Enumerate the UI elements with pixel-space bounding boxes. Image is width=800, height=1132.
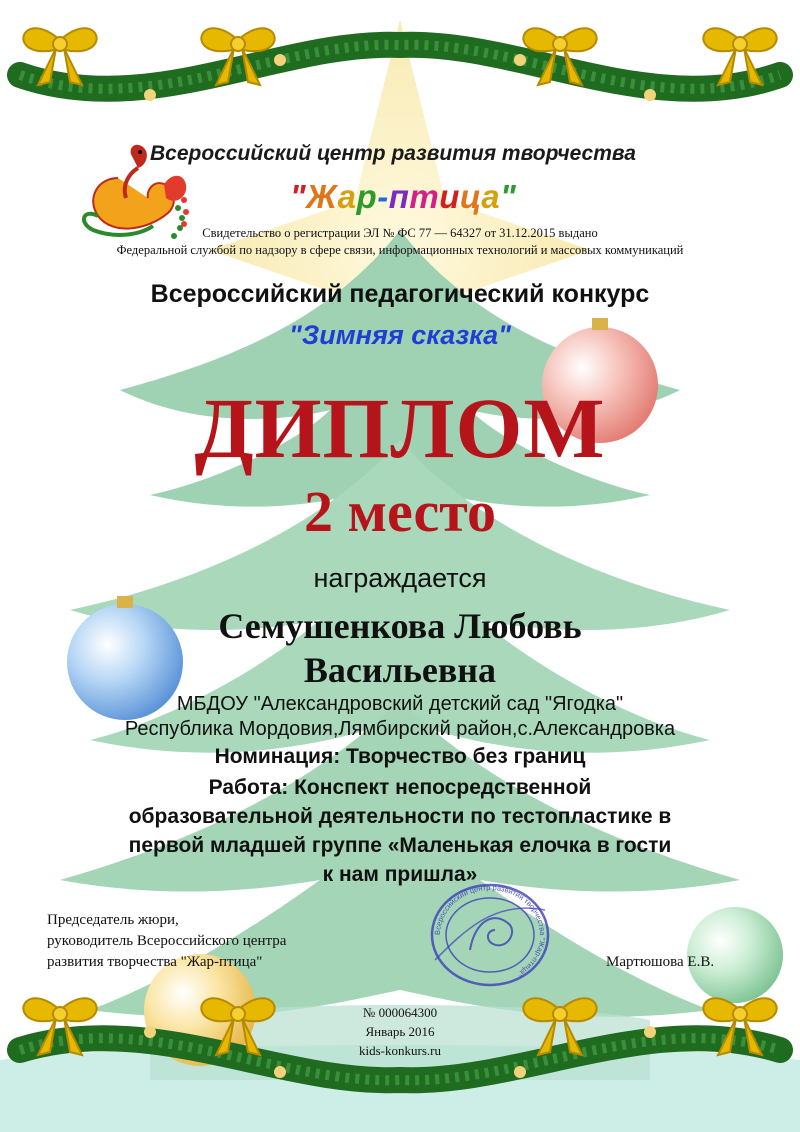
work-line-2: образовательной деятельности по тестопластике в	[128, 805, 672, 828]
work-line-1: Работа: Конспект непосредственной	[208, 776, 592, 799]
recipient-name	[0, 604, 800, 692]
jury-chair	[47, 910, 286, 973]
jury-chair-line-1: Председатель жюри,	[47, 912, 179, 928]
organization-brand-text: "Жар-птица"	[290, 178, 517, 215]
diploma-date: Январь 2016	[365, 1024, 435, 1039]
organization-name: Всероссийский центр развития творчества	[150, 142, 636, 165]
diploma-title: ДИПЛОМ	[194, 380, 606, 476]
stamp-text: Всероссийский центр развития творчества "Жар-птица"	[432, 882, 548, 979]
work-line-4: к нам пришла»	[322, 863, 478, 886]
registration-line-1: Свидетельство о регистрации ЭЛ № ФС 77 — 64327 от 31.12.2015 выдано	[202, 226, 598, 240]
work-line-3: первой младшей группе «Маленькая елочка в гости	[128, 834, 672, 857]
contest-title: Всероссийский педагогический конкурс	[150, 280, 650, 308]
registration-line-2: Федеральной службой по надзору в сфере связи, информационных технологий и массовых коммуникаций	[116, 243, 684, 257]
round-seal-stamp-icon	[425, 880, 555, 990]
signer-name: Мартюшова Е.В.	[606, 954, 715, 970]
jury-chair-line-3: развития творчества "Жар-птица"	[47, 954, 263, 970]
contest-name: "Зимняя сказка"	[289, 320, 511, 350]
recipient-name-line-2: Васильевна	[303, 650, 497, 690]
footer	[0, 1003, 800, 1060]
organization-brand	[290, 178, 516, 216]
work-title	[0, 773, 800, 889]
diploma-number: № 000064300	[362, 1005, 438, 1020]
awarded-label: награждается	[313, 563, 487, 593]
jury-chair-line-2: руководитель Всероссийского центра	[47, 933, 287, 949]
location: Республика Мордовия,Лямбирский район,с.Александровка	[124, 718, 676, 740]
website: kids-konkurs.ru	[359, 1043, 441, 1058]
nomination: Номинация: Творчество без границ	[214, 745, 586, 768]
institution: МБДОУ "Александровский детский сад "Ягодка"	[176, 693, 624, 715]
place-awarded: 2 место	[304, 479, 496, 544]
recipient-name-line-1: Семушенкова Любовь	[218, 606, 582, 646]
